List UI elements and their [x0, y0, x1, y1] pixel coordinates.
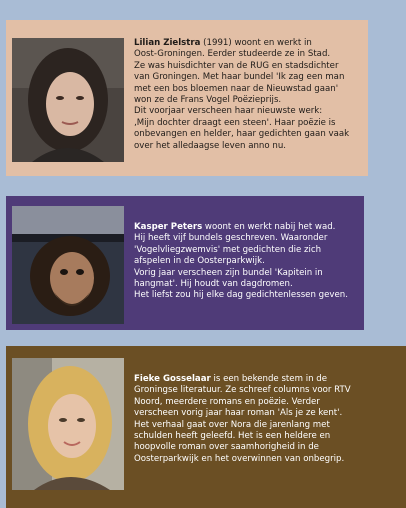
author-card-lilian: [6, 20, 368, 176]
author-name: Kasper Peters: [134, 222, 203, 232]
author-card-kasper: [6, 196, 364, 330]
author-bio-text: woont en werkt nabij het wad. Hij heeft vijf bundels geschreven. Waaronder 'Vogelvliegzwemvis' met gedichten die zich afspelen in de Oosterparkwijk. Vorig jaar verscheen zijn bundel 'Kapitein in hangmat'. Hij houdt van dagdromen. Het liefst zou hij elke dag gedichtenlessen geven.: [134, 222, 348, 301]
author-card-fieke: [6, 346, 406, 508]
author-bio-text: (1991) woont en werkt in Oost-Groningen. Eerder studeerde ze in Stad. Ze was huisdichter van de RUG en stadsdichter van Groningen. Met haar bundel 'Ik zag een man met een bos bloemen naar de Nieuwstad gaan' won ze de Frans Vogel Poëzieprijs. Dit voorjaar verscheen haar nieuwste werk: ‚Mijn dochter draagt een steen'. Haar poëzie is onbevangen en helder, haar gedichten gaan vaak over het alledaagse leven anno nu.: [134, 38, 350, 151]
author-photo: [12, 358, 124, 490]
author-photo: [12, 206, 124, 324]
author-photo: [12, 38, 124, 162]
author-bio: [134, 38, 362, 152]
author-bio: [134, 374, 366, 465]
author-name: Fieke Gosselaar: [134, 374, 211, 384]
author-name: Lilian Zielstra: [134, 38, 201, 48]
author-bio-text: is een bekende stem in de Groningse literatuur. Ze schreef columns voor RTV Noord, meerdere romans en poëzie. Verder verscheen vorig jaar haar roman 'Als je ze kent'. Het verhaal gaat over Nora die jarenlang met schulden heeft geleefd. Het is een heldere en hoopvolle roman over saamhorigheid in de Oosterparkwijk en het overwinnen van onbegrip.: [134, 374, 351, 464]
author-bio: [134, 222, 360, 302]
